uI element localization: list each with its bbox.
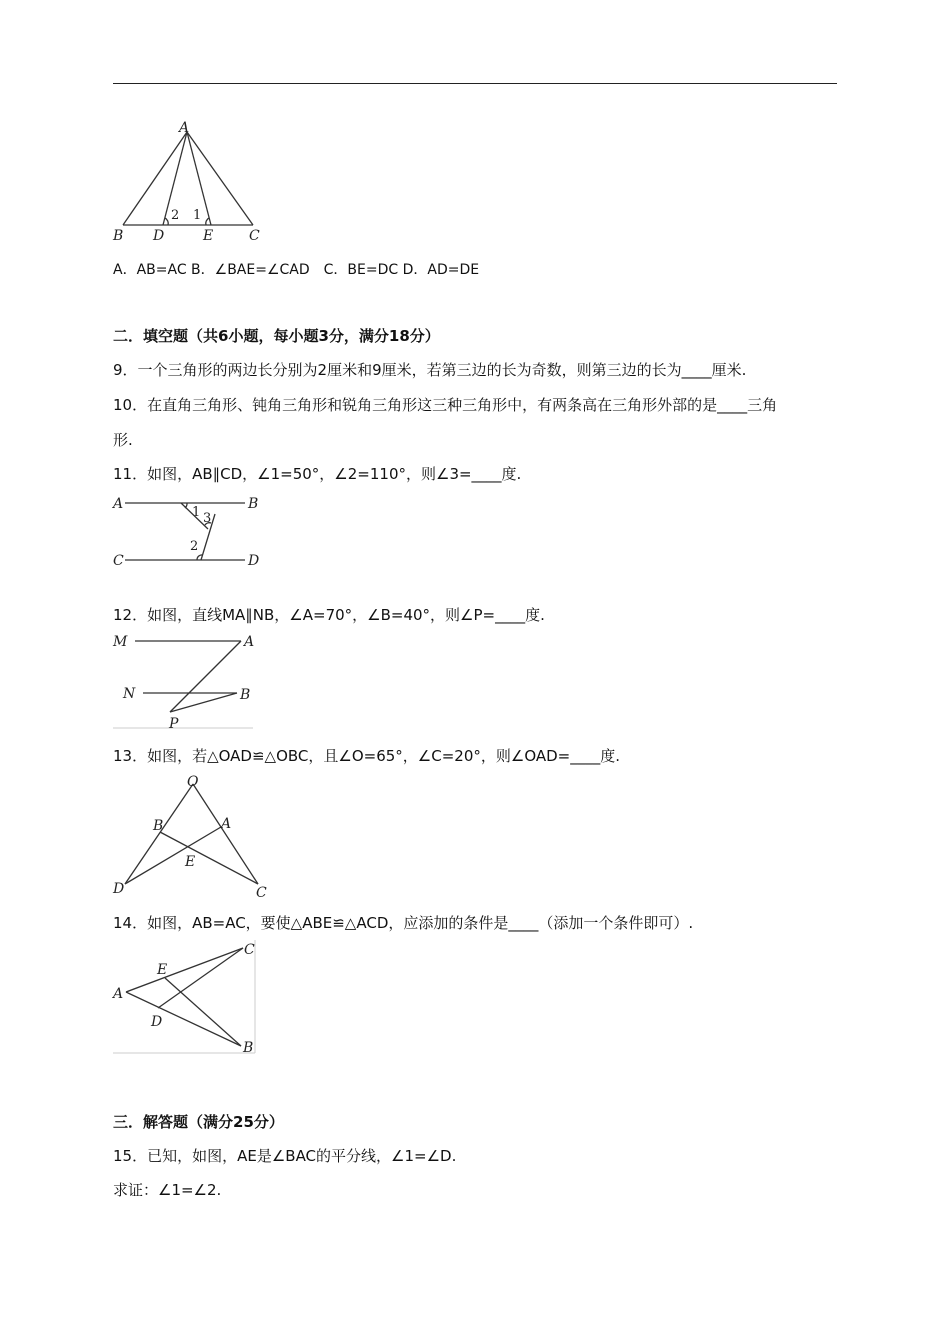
q13-label-C: C xyxy=(256,885,267,901)
q12-figure xyxy=(113,632,273,732)
q14-label-D: D xyxy=(151,1014,163,1030)
q14-label-C: C xyxy=(244,942,255,958)
q12-label-M: M xyxy=(113,634,128,650)
q14-triangles-diagram xyxy=(113,940,273,1056)
q13-label-E: E xyxy=(185,854,196,870)
q8-label-A: A xyxy=(179,120,190,136)
question-12: 12．如图，直线MA∥NB，∠A=70°，∠B=40°，则∠P=____度. xyxy=(113,606,545,624)
q12-zigzag-diagram xyxy=(113,632,273,732)
section-3-title: 三．解答题（满分25分） xyxy=(113,1113,284,1131)
question-15-line-1: 15．已知，如图，AE是∠BAC的平分线，∠1=∠D. xyxy=(113,1147,457,1165)
q13-label-A: A xyxy=(221,816,232,832)
q12-label-B: B xyxy=(240,687,251,703)
question-10-line-2: 形. xyxy=(113,431,133,449)
q11-label-D: D xyxy=(248,553,260,569)
q8-label-D: D xyxy=(153,228,165,244)
q8-angle-2: 2 xyxy=(171,208,180,223)
q13-figure xyxy=(113,772,273,900)
question-13: 13．如图，若△OAD≌△OBC，且∠O=65°，∠C=20°，则∠OAD=____度. xyxy=(113,747,621,765)
q11-label-A: A xyxy=(113,496,124,512)
q11-angle-1: 1 xyxy=(192,505,201,520)
q11-parallel-lines-diagram xyxy=(113,492,273,572)
q8-angle-1: 1 xyxy=(193,208,202,223)
q13-label-B: B xyxy=(153,818,164,834)
header-rule xyxy=(113,83,837,84)
q8-label-B: B xyxy=(113,228,124,244)
q11-figure xyxy=(113,492,273,572)
q8-label-C: C xyxy=(249,228,260,244)
q8-label-E: E xyxy=(203,228,214,244)
q13-label-O: O xyxy=(187,774,199,790)
q13-congruent-triangles-diagram xyxy=(113,772,273,900)
question-9: 9．一个三角形的两边长分别为2厘米和9厘米，若第三边的长为奇数，则第三边的长为____厘米. xyxy=(113,361,747,379)
q8-triangle-diagram xyxy=(113,118,273,248)
q14-label-E: E xyxy=(157,962,168,978)
section-2-title: 二．填空题（共6小题，每小题3分，满分18分） xyxy=(113,327,440,345)
q12-label-A: A xyxy=(244,634,255,650)
q14-label-A: A xyxy=(113,986,124,1002)
question-11: 11．如图，AB∥CD，∠1=50°，∠2=110°，则∠3=____度. xyxy=(113,465,522,483)
q12-label-N: N xyxy=(123,686,136,702)
q11-label-C: C xyxy=(113,553,124,569)
q12-label-P: P xyxy=(169,716,179,732)
question-10-line-1: 10．在直角三角形、钝角三角形和锐角三角形这三种三角形中，有两条高在三角形外部的是____三角 xyxy=(113,396,778,414)
q14-figure xyxy=(113,940,273,1056)
q11-angle-3: 3 xyxy=(203,511,212,526)
q14-label-B: B xyxy=(243,1040,254,1056)
q13-label-D: D xyxy=(113,881,125,897)
q11-label-B: B xyxy=(248,496,259,512)
question-15-line-2: 求证：∠1=∠2. xyxy=(113,1181,222,1199)
q11-angle-2: 2 xyxy=(190,539,199,554)
question-14: 14．如图，AB=AC，要使△ABE≌△ACD，应添加的条件是____（添加一个条件即可）. xyxy=(113,914,694,932)
q8-figure xyxy=(113,118,273,248)
q8-options: A．AB=AC B．∠BAE=∠CAD C．BE=DC D．AD=DE xyxy=(113,262,480,278)
